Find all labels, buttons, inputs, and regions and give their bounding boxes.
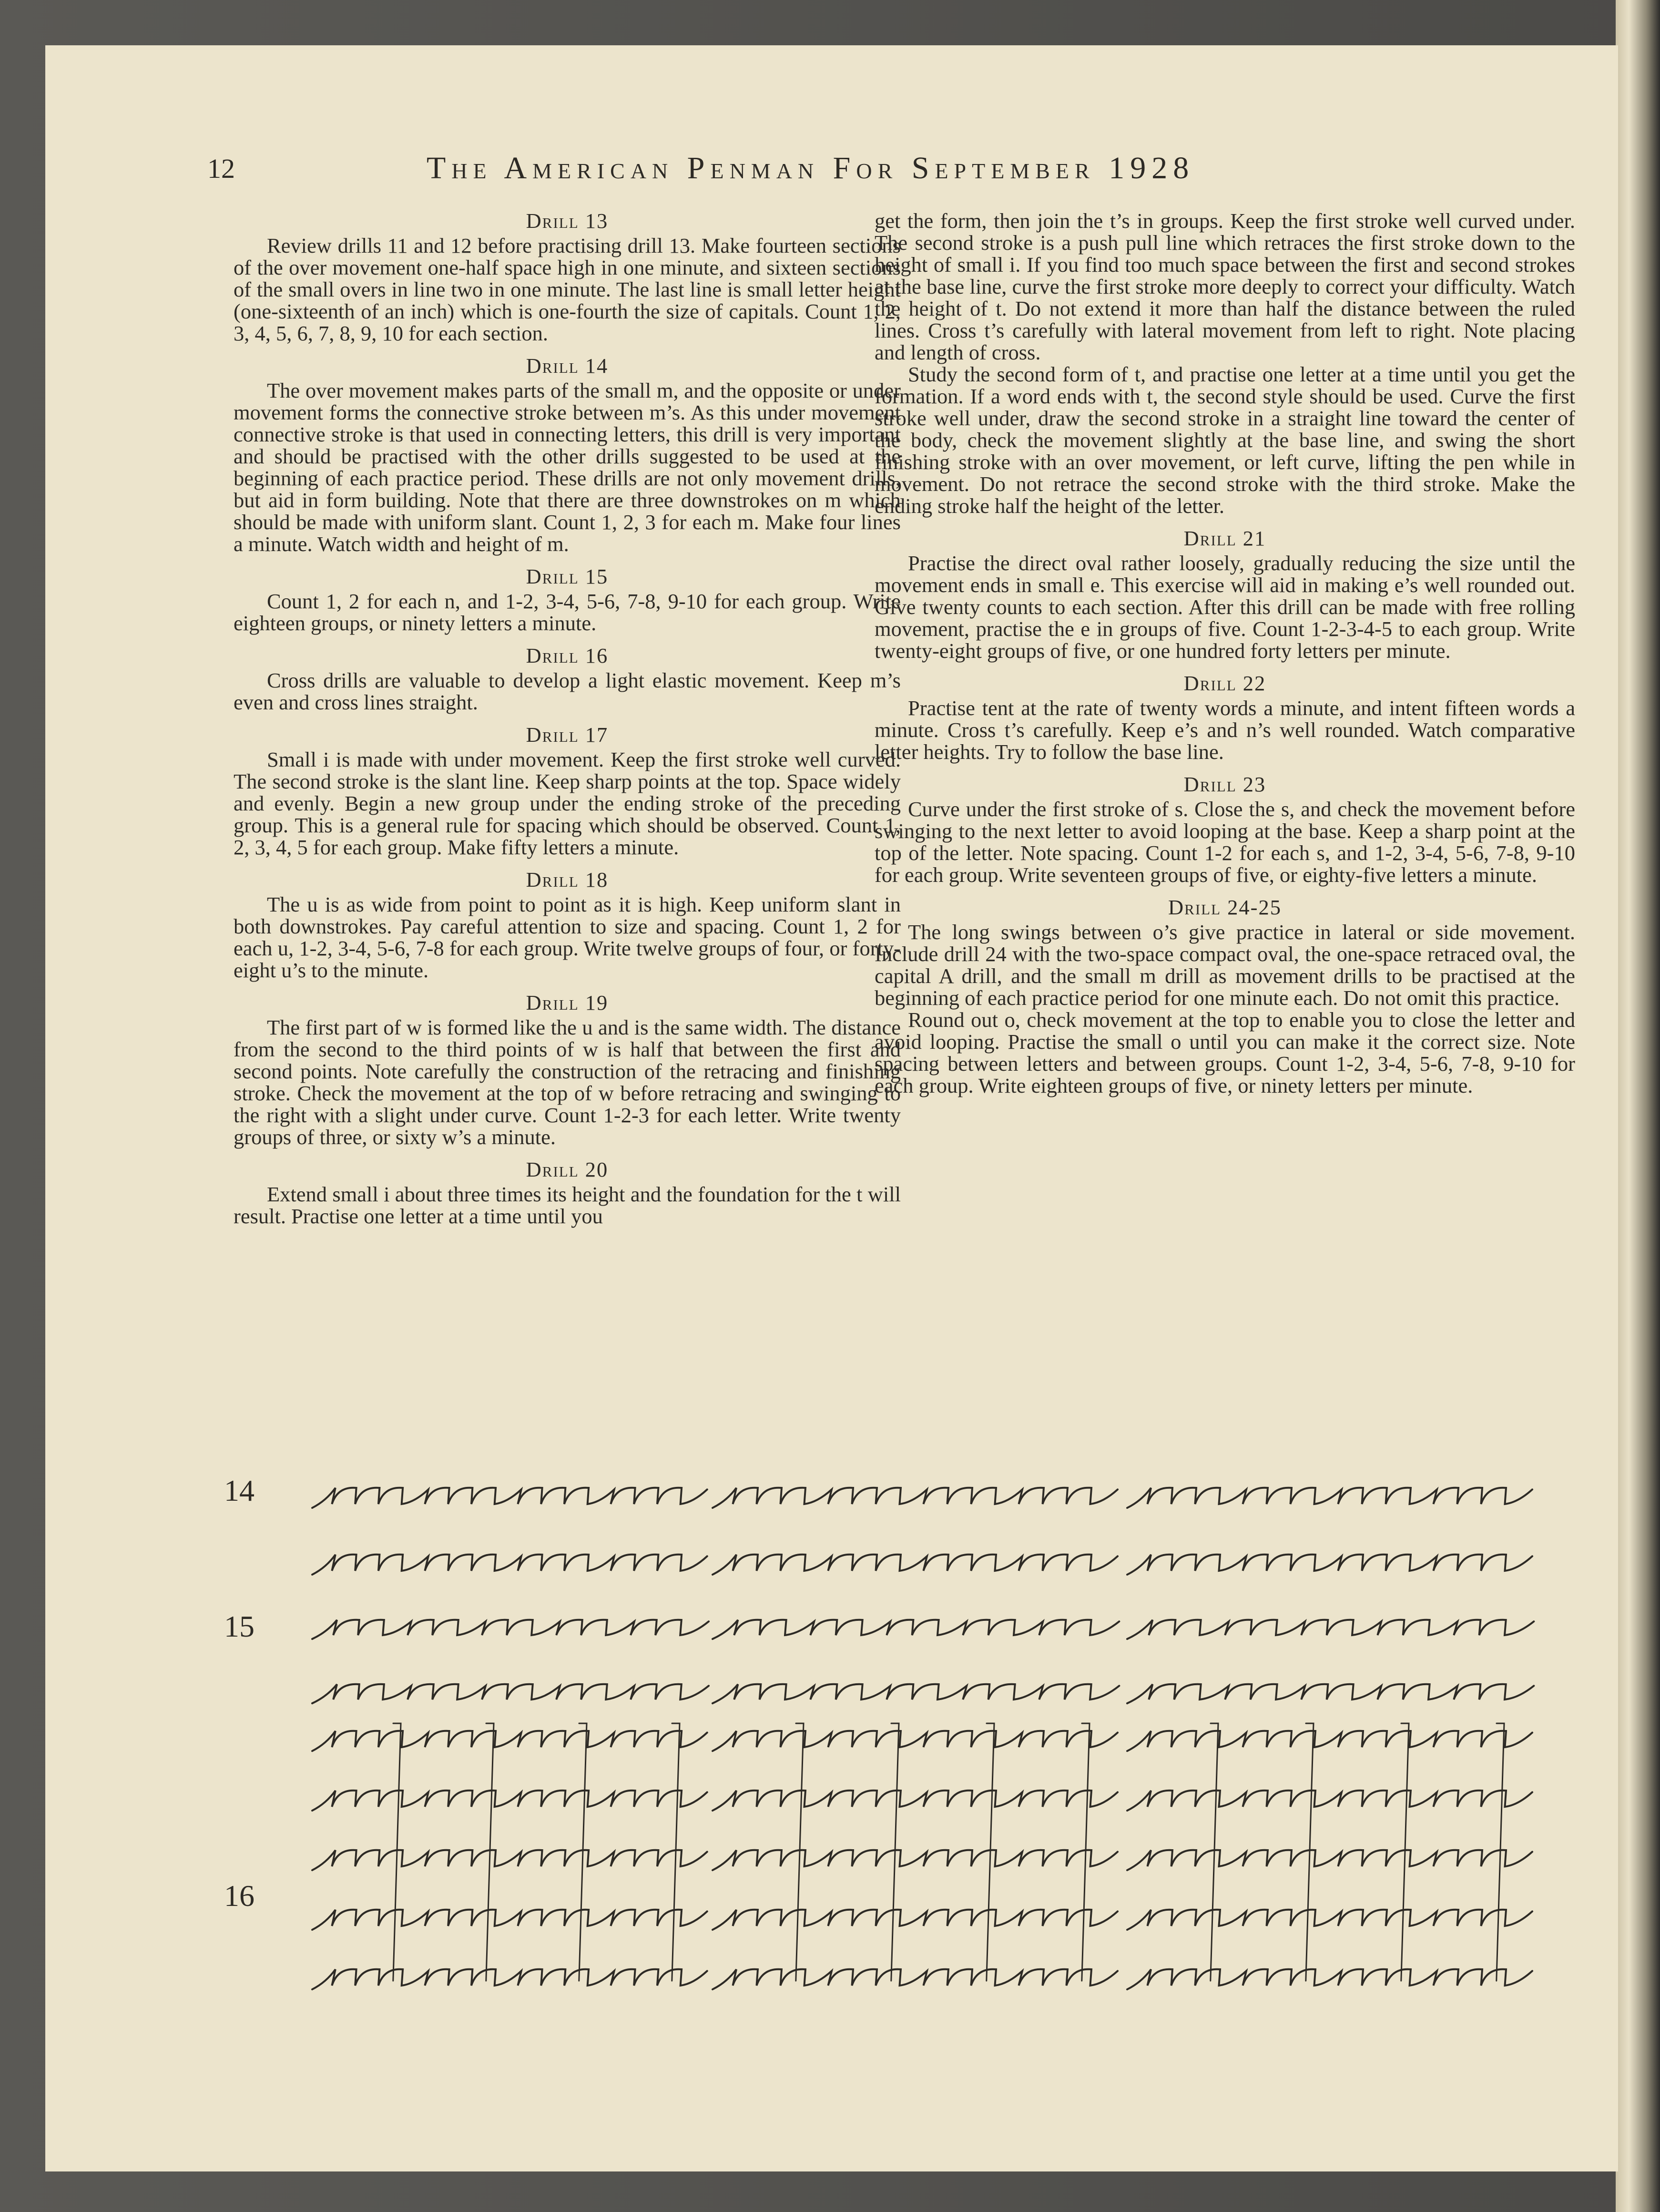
drill-16-m-group [1127,1969,1532,1989]
left-drill-heading: Drill 17 [526,723,609,747]
left-paragraph: Review drills 11 and 12 before practising drill 13. Make fourteen sections of the over movement one-half space high in one minute, and sixteen sections of the small overs in line two in one minute. The last line is small letter height (one-sixteenth of an inch) which is one-fourth the size of capitals. Count 1, 2, 3, 4, 5, 6, 7, 8, 9, 10 for each section. [234,234,901,345]
drill-16-cross-stroke [393,1723,401,1981]
drill-15-n-group [312,1684,709,1703]
page-number: 12 [207,153,235,184]
left-drill-heading: Drill 14 [526,354,609,378]
drill-16-m-group [1127,1791,1532,1811]
drill-16-cross-stroke [1306,1723,1314,1981]
left-drill-heading: Drill 19 [526,991,609,1014]
drill-16-m-group [1127,1910,1532,1930]
left-paragraph: Extend small i about three times its height and the foundation for the t will result. Practise one letter at a time until you [234,1182,901,1228]
right-paragraph: Practise tent at the rate of twenty words a minute, and intent fifteen words a minute. Cross t’s carefully. Keep e’s and n’s well rounded. Watch comparative letter heights. Try to follow the base line. [875,696,1575,764]
drill-16-cross-stroke [1211,1723,1218,1981]
specimen-label-drill-15: 15 [224,1609,255,1643]
drill-15-n-group [713,1620,1119,1639]
drill-14-m-group [312,1555,707,1575]
drill-16-cross-stroke [1082,1723,1090,1981]
right-drill-heading: Drill 22 [1183,671,1266,695]
left-drill-heading: Drill 15 [526,564,609,588]
right-paragraph: Round out o, check movement at the top to enable you to close the letter and avoid looping. Practise the small o until you can make it the correct size. Note spacing between letters and between groups. Count 1-2, 3-4, 5-6, 7-8, 9-10 for each group. Write eighteen groups of five, or ninety letters per minute. [875,1008,1575,1097]
drill-16-cross-stroke [1401,1723,1409,1981]
running-title: The American Penman For September 1928 [427,151,1195,185]
drill-14-m-group [1127,1488,1532,1508]
left-paragraph: The first part of w is formed like the u and is the same width. The distance from the second to the third points of w is half that between the first and second points. Note carefully the construction of the retracing and finishing stroke. Check the movement at the top of w before retracing and swinging to the right with a slight under curve. Count 1-2-3 for each letter. Write twenty groups of three, or sixty w’s a minute. [234,1015,901,1149]
left-drill-heading: Drill 13 [526,209,609,233]
drill-16-cross-stroke [796,1723,804,1981]
right-paragraph: Practise the direct oval rather loosely, gradually reducing the size until the movement ends in small e. This exercise will aid in making e’s well rounded out. Give twenty counts to each section. After this drill can be made with free rolling movement, practise the e in groups of five. Count 1-2-3-4-5 to each group. Write twenty-eight groups of five, or one hundred forty letters per minute. [875,551,1575,663]
drill-15-n-group [312,1620,709,1639]
drill-16-cross-stroke [579,1723,587,1981]
drill-16-cross-stroke [891,1723,899,1981]
drill-16-cross-stroke [672,1723,680,1981]
left-paragraph: The u is as wide from point to point as it is high. Keep uniform slant in both downstrokes. Pay careful attention to size and spacing. Count 1, 2 for each u, 1-2, 3-4, 5-6, 7-8 for each group. Write twelve groups of four, or forty-eight u’s to the minute. [234,892,901,982]
specimen-label-drill-16: 16 [224,1879,255,1913]
drill-16-m-group [312,1791,707,1811]
drill-16-cross-stroke [486,1723,494,1981]
left-drill-heading: Drill 20 [526,1157,609,1181]
penmanship-specimens [45,45,1618,2171]
book-spine-edge [1616,0,1660,2212]
right-paragraph: Curve under the first stroke of s. Close the s, and check the movement before swinging to the next letter to avoid looping at the base. Keep a sharp point at the top of the letter. Note spacing. Count 1-2 for each s, and 1-2, 3-4, 5-6, 7-8, 9-10 for each group. Write seventeen groups of five, or eighty-five letters a minute. [875,797,1575,887]
drill-14-m-group [713,1488,1118,1508]
left-drill-heading: Drill 18 [526,868,609,891]
drill-14-m-group [1127,1555,1532,1575]
left-drill-heading: Drill 16 [526,644,609,667]
right-drill-heading: Drill 24-25 [1168,895,1282,919]
right-paragraph: The long swings between o’s give practice in lateral or side movement. Include drill 24 with the two-space compact oval, the one-space retraced oval, the capital A drill, and the small m drill as movement drills to be practised at the beginning of each practice period for one minute each. Do not omit this practice. [875,920,1575,1010]
drill-16-m-group [713,1791,1118,1811]
drill-15-n-group [1127,1684,1534,1703]
drill-16-cross-stroke [1497,1723,1504,1981]
drill-16-m-group [713,1850,1118,1870]
drill-16-m-group [1127,1731,1532,1751]
left-paragraph: The over movement makes parts of the small m, and the opposite or under movement forms the connective stroke between m’s. As this under movement connective stroke is that used in connecting letters, this drill is very important and should be practised with the other drills suggested to be used at the beginning of each practice period. These drills are not only movement drills, but aid in form building. Note that there are three downstrokes on m which should be made with uniform slant. Count 1, 2, 3 for each m. Make four lines a minute. Watch width and height of m. [234,379,901,556]
left-paragraph: Small i is made with under movement. Keep the first stroke well curved. The second stroke is the slant line. Keep sharp points at the top. Space widely and evenly. Begin a new group under the ending stroke of the preceding group. This is a general rule for spacing which should be observed. Count 1, 2, 3, 4, 5 for each group. Make fifty letters a minute. [234,748,901,859]
drill-16-cross-stroke [987,1723,994,1981]
left-paragraph: Count 1, 2 for each n, and 1-2, 3-4, 5-6, 7-8, 9-10 for each group. Write eighteen groups, or ninety letters a minute. [234,589,901,635]
drill-16-m-group [713,1969,1118,1989]
right-paragraph: get the form, then join the t’s in groups. Keep the first stroke well curved under. The second stroke is a push pull line which retraces the first stroke down to the height of small i. If you find too much space between the first and second strokes at the base line, curve the first stroke more deeply to correct your difficulty. Watch the height of t. Do not extend it more than half the distance between the ruled lines. Cross t’s carefully with lateral movement from left to right. Note placing and length of cross. [875,209,1575,364]
drill-16-m-group [1127,1850,1532,1870]
right-drill-heading: Drill 23 [1183,772,1266,796]
drill-14-m-group [312,1488,707,1508]
drill-16-m-group [312,1731,707,1751]
drill-15-n-group [1127,1620,1534,1639]
drill-15-n-group [713,1684,1119,1703]
drill-16-m-group [312,1969,707,1989]
magazine-page [45,45,1618,2171]
right-paragraph: Study the second form of t, and practise one letter at a time until you get the formation. If a word ends with t, the second style should be used. Curve the first stroke well under, draw the second stroke in a straight line toward the center of the body, check the movement slightly at the base line, and swing the short finishing stroke with an over movement, or left curve, lifting the pen while in movement. Do not retrace the second stroke with the third stroke. Make the ending stroke half the height of the letter. [875,362,1575,518]
drill-16-m-group [312,1850,707,1870]
left-paragraph: Cross drills are valuable to develop a light elastic movement. Keep m’s even and cross lines straight. [234,668,901,714]
drill-14-m-group [713,1555,1118,1575]
specimen-label-drill-14: 14 [224,1474,255,1507]
drill-16-m-group [312,1910,707,1930]
drill-16-m-group [713,1731,1118,1751]
right-drill-heading: Drill 21 [1183,526,1266,550]
drill-16-m-group [713,1910,1118,1930]
